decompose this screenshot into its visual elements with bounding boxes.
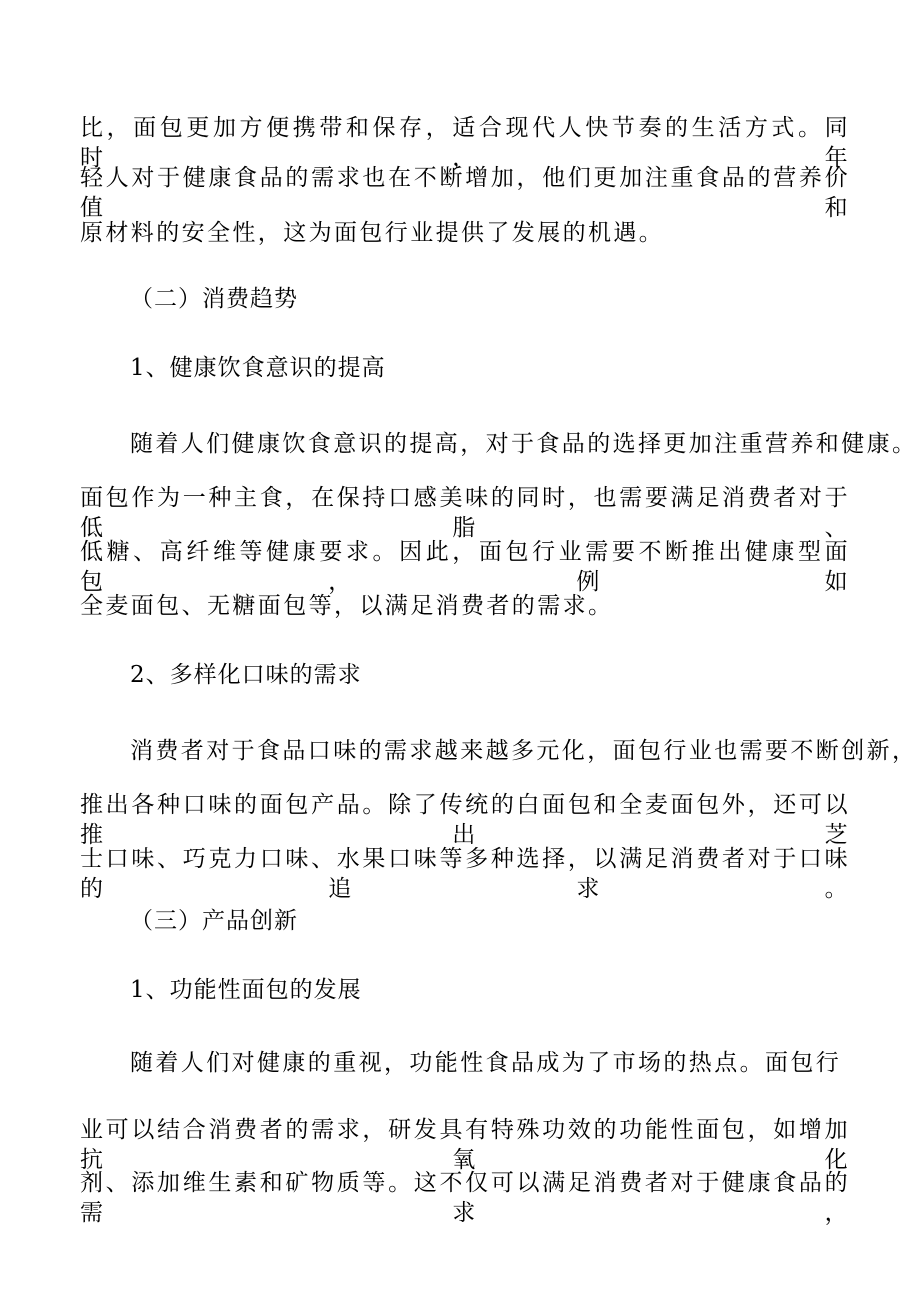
subsection-heading: 1、功能性面包的发展 [130, 977, 362, 1003]
paragraph-line: 比，面包更加方便携带和保存，适合现代人快节奏的生活方式。同时，年 [80, 115, 850, 171]
paragraph-line: 随着人们对健康的重视，功能性食品成为了市场的热点。面包行 [130, 1050, 842, 1076]
paragraph-line: 原材料的安全性，这为面包行业提供了发展的机遇。 [80, 220, 665, 246]
paragraph-line: 士口味、巧克力口味、水果口味等多种选择，以满足消费者对于口味的追求。 [80, 846, 850, 902]
paragraph-line: 全麦面包、无糖面包等，以满足消费者的需求。 [80, 593, 614, 619]
paragraph-line: 面包作为一种主食，在保持口感美味的同时，也需要满足消费者对于低脂、 [80, 485, 850, 541]
subsection-heading: 1、健康饮食意识的提高 [130, 355, 386, 381]
subsection-heading: 2、多样化口味的需求 [130, 662, 362, 688]
section-heading: （三）产品创新 [130, 908, 298, 934]
paragraph-line: 随着人们健康饮食意识的提高，对于食品的选择更加注重营养和健康。 [130, 431, 918, 457]
paragraph-line: 消费者对于食品口味的需求越来越多元化，面包行业也需要不断创新， [130, 738, 918, 764]
paragraph-line: 低糖、高纤维等健康要求。因此，面包行业需要不断推出健康型面包，例如 [80, 539, 850, 595]
paragraph-line: 推出各种口味的面包产品。除了传统的白面包和全麦面包外，还可以推出芝 [80, 792, 850, 848]
section-heading: （二）消费趋势 [130, 286, 298, 312]
paragraph-line: 剂、添加维生素和矿物质等。这不仅可以满足消费者对于健康食品的需求， [80, 1170, 850, 1226]
paragraph-line: 轻人对于健康食品的需求也在不断增加，他们更加注重食品的营养价值和 [80, 165, 850, 221]
paragraph-line: 业可以结合消费者的需求，研发具有特殊功效的功能性面包，如增加抗氧化 [80, 1117, 850, 1173]
